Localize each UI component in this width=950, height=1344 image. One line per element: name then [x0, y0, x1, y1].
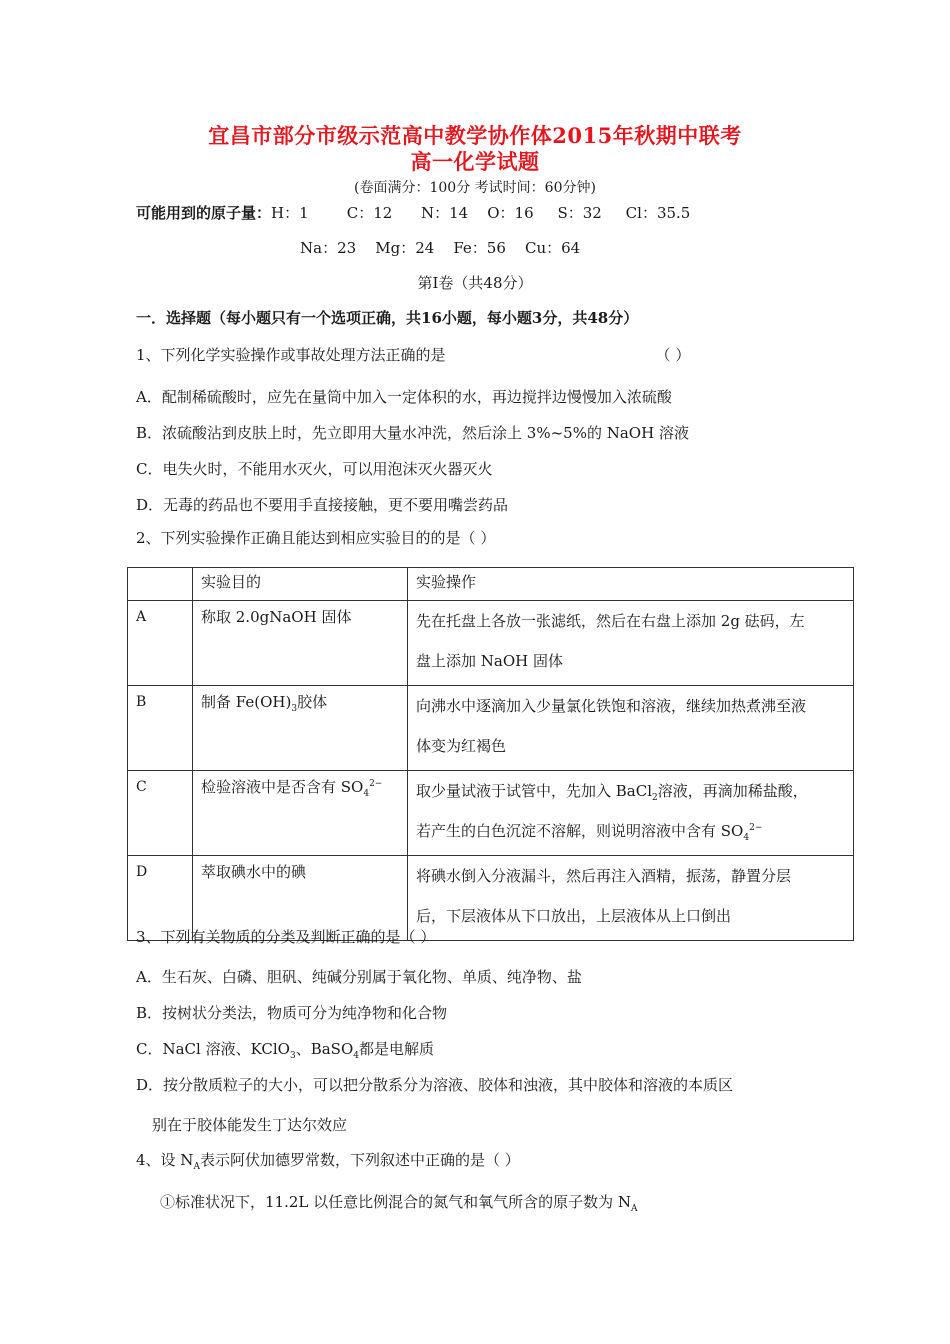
q3-option-c — [136, 1039, 434, 1059]
row-c-purpose-subscript: 4 — [363, 789, 370, 799]
row-c-purpose-text: 检验溶液中是否含有 SO — [201, 778, 364, 796]
row-b-operation-line2: 体变为红褐色 — [416, 737, 507, 755]
atomic-mass-row2: Na：23 Mg：24 Fe：56 Cu：64 — [300, 239, 581, 257]
row-c-op1-suffix: 溶液，再滴加稀盐酸， — [657, 782, 808, 800]
q3-option-d-line2: 别在于胶体能发生丁达尔效应 — [152, 1116, 348, 1134]
q1-option-d: D．无毒的药品也不要用手直接接触，更不要用嘴尝药品 — [136, 496, 509, 514]
q1-option-c: C．电失火时，不能用水灭火，可以用泡沫灭火器灭火 — [136, 460, 493, 478]
row-c-purpose-superscript: 2− — [369, 779, 383, 789]
row-b-operation — [408, 686, 854, 771]
table-header-purpose: 实验目的 — [193, 568, 408, 601]
row-c-op1-subscript: 2 — [652, 793, 658, 803]
row-c-op1-text: 取少量试液于试管中，先加入 BaCl — [416, 782, 653, 800]
row-b-operation-line1: 向沸水中逐滴加入少量氯化铁饱和溶液，继续加热煮沸至液 — [416, 697, 807, 715]
row-c-op2-text: 若产生的白色沉淀不溶解，则说明溶液中含有 SO — [416, 822, 744, 840]
q1-stem-line — [136, 345, 690, 365]
row-a-operation-line1: 先在托盘上各放一张滤纸，然后在右盘上添加 2g 砝码，左 — [416, 612, 805, 630]
row-a-purpose: 称取 2.0gNaOH 固体 — [193, 601, 408, 686]
q3-option-c-sub1: 3 — [289, 1051, 296, 1061]
experiment-table — [127, 567, 854, 941]
exam-subtitle: 高一化学试题 — [410, 149, 540, 174]
q3-option-c-sub2: 4 — [353, 1051, 359, 1061]
row-a-operation-line2: 盘上添加 NaOH 固体 — [416, 652, 563, 670]
q1-option-a: A．配制稀硫酸时，应先在量筒中加入一定体积的水，再边搅拌边慢慢加入浓硫酸 — [136, 388, 672, 406]
q4-item-1-subscript: A — [631, 1204, 638, 1214]
q1-stem: 1、下列化学实验操作或事故处理方法正确的是 — [136, 346, 446, 364]
table-row — [128, 771, 854, 856]
q4-stem-subscript: A — [193, 1162, 200, 1172]
row-a-operation — [408, 601, 854, 686]
table-row — [128, 601, 854, 686]
row-c-op2-subscript: 4 — [743, 833, 750, 843]
row-label-d: D — [128, 856, 193, 941]
q3-stem: 3、下列有关物质的分类及判断正确的是（ ） — [136, 928, 436, 946]
row-b-purpose — [193, 686, 408, 771]
section1-heading: 一．选择题（每小题只有一个选项正确，共16小题，每小题3分，共48分） — [136, 309, 639, 327]
q4-stem-text: 4、设 N — [136, 1151, 194, 1169]
q4-stem-suffix: 表示阿伏加德罗常数，下列叙述中正确的是（ ） — [199, 1151, 520, 1169]
row-label-c: C — [128, 771, 193, 856]
row-c-purpose — [193, 771, 408, 856]
q3-option-c-text3: 都是电解质 — [358, 1040, 434, 1058]
row-d-operation-line2: 后，下层液体从下口放出，上层液体从上口倒出 — [416, 907, 732, 925]
row-label-b: B — [128, 686, 193, 771]
row-d-operation-line1: 将碘水倒入分液漏斗，然后再注入酒精，振荡，静置分层 — [416, 867, 792, 885]
q4-item-1-text: ①标准状况下，11.2L 以任意比例混合的氮气和氧气所含的原子数为 N — [160, 1193, 632, 1211]
table-header-row — [128, 568, 854, 601]
atomic-mass-row1 — [136, 203, 690, 223]
row-c-operation-line2 — [416, 811, 847, 851]
row-c-operation-line1 — [416, 771, 847, 811]
q1-option-b: B．浓硫酸沾到皮肤上时，先立即用大量水冲洗，然后涂上 3%~5%的 NaOH 溶液 — [136, 424, 689, 442]
q3-option-c-text: C．NaCl 溶液、KClO — [136, 1040, 290, 1058]
q4-stem — [136, 1150, 520, 1170]
q3-option-b: B．按树状分类法，物质可分为纯净物和化合物 — [136, 1004, 448, 1022]
row-b-purpose-text: 制备 Fe(OH) — [201, 693, 292, 711]
row-d-operation — [408, 856, 854, 941]
exam-info: (卷面满分：100分 考试时间：60分钟) — [354, 180, 596, 196]
q3-option-d-line1: D．按分散质粒子的大小，可以把分散系分为溶液、胶体和浊液，其中胶体和溶液的本质区 — [136, 1076, 734, 1094]
q2-stem: 2、下列实验操作正确且能达到相应实验目的的是（ ） — [136, 529, 496, 547]
q4-item-1 — [160, 1192, 638, 1212]
q3-option-a: A．生石灰、白磷、胆矾、纯碱分别属于氧化物、单质、纯净物、盐 — [136, 968, 582, 986]
table-header-operation: 实验操作 — [408, 568, 854, 601]
row-d-purpose: 萃取碘水中的碘 — [193, 856, 408, 941]
volume-heading: 第Ⅰ卷（共48分） — [417, 274, 533, 292]
row-label-a: A — [128, 601, 193, 686]
row-c-operation — [408, 771, 854, 856]
q3-option-c-text2: 、BaSO — [295, 1040, 354, 1058]
table-header-blank — [128, 568, 193, 601]
q1-answer-bracket: （ ） — [655, 346, 691, 364]
atomic-mass-label: 可能用到的原子量： — [136, 204, 272, 222]
row-b-purpose-subscript: 3 — [291, 704, 298, 714]
table-row — [128, 686, 854, 771]
row-c-op2-superscript: 2− — [749, 823, 763, 833]
exam-title: 宜昌市部分市级示范高中教学协作体2015年秋期中联考 — [208, 123, 742, 148]
atomic-mass-values-1: H：1 C：12 N：14 O：16 S：32 Cl：35.5 — [271, 204, 691, 222]
row-b-purpose-suffix: 胶体 — [297, 693, 328, 711]
